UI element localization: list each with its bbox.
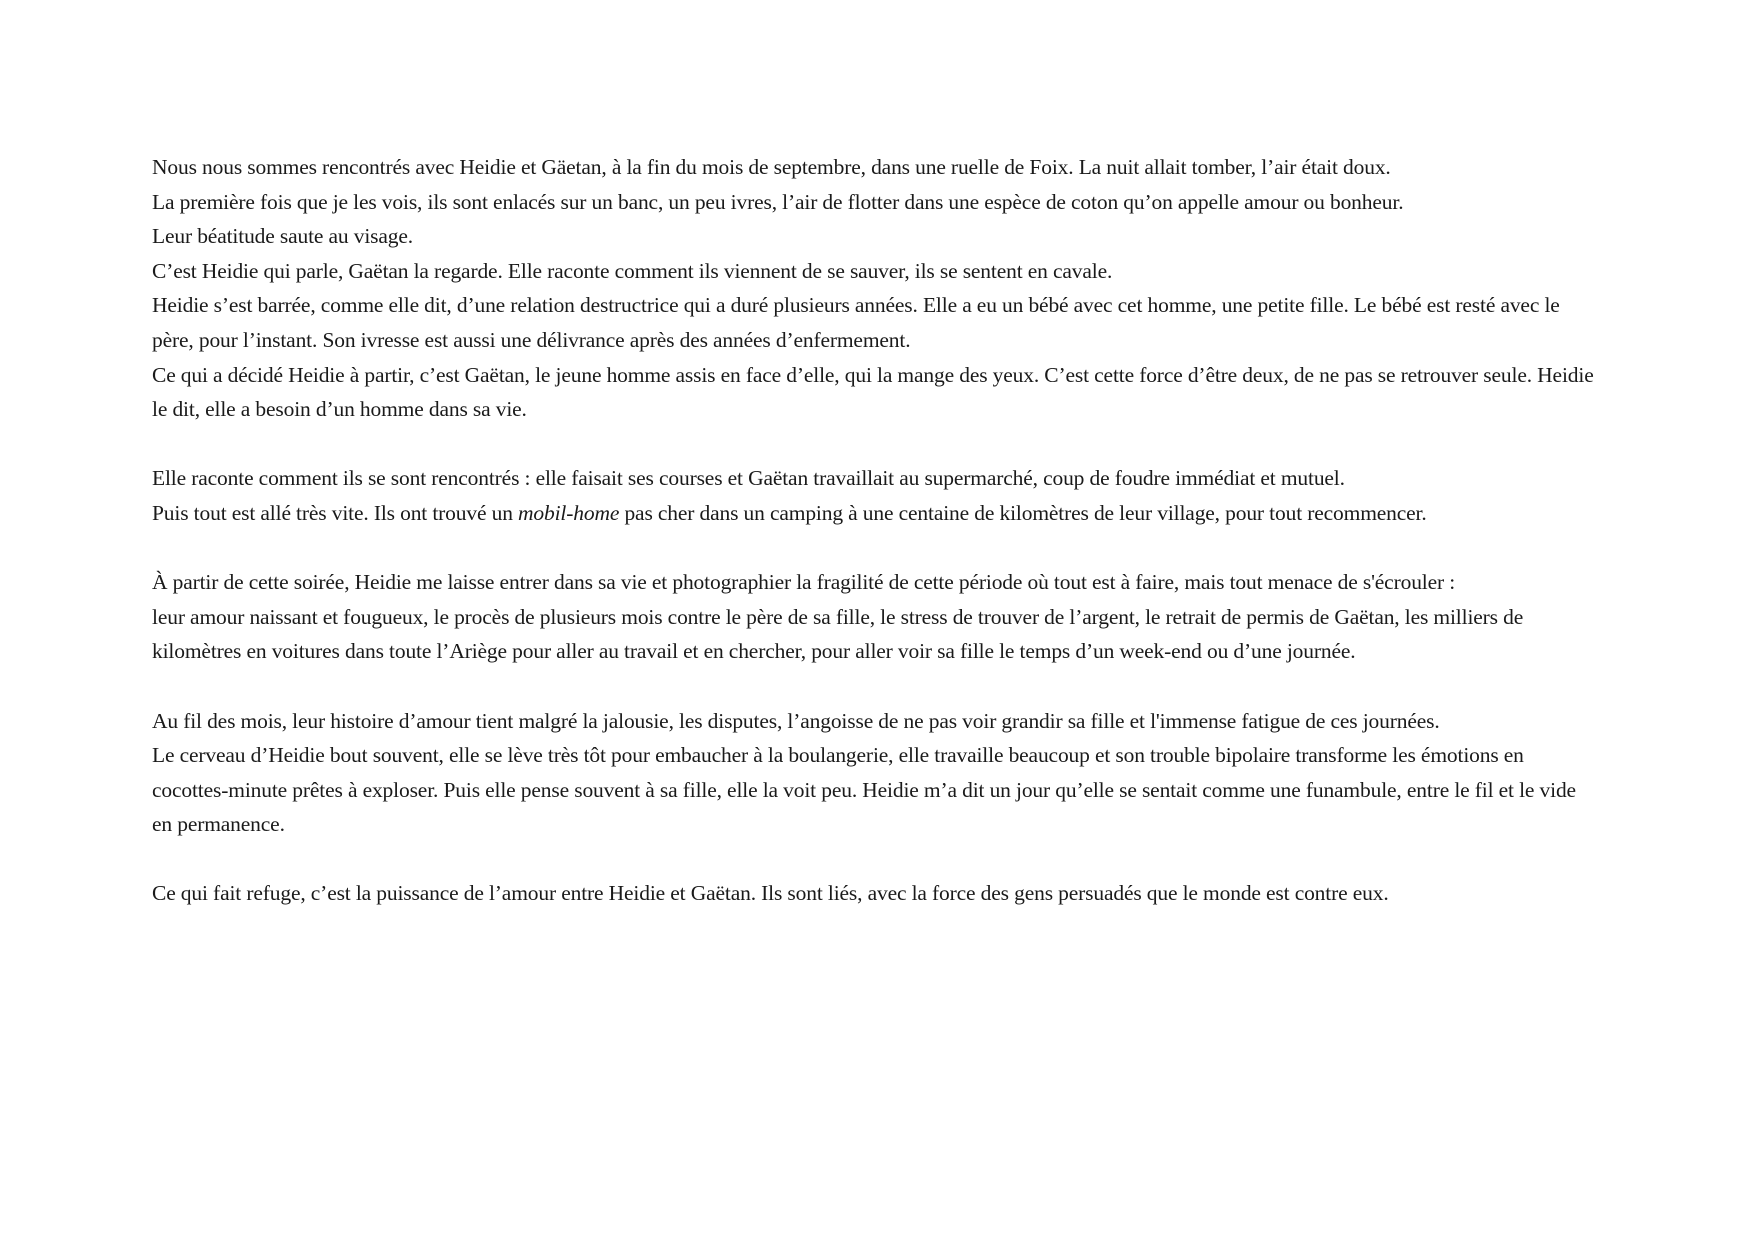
italic-term: mobil-home: [518, 500, 620, 525]
text-line-with-emphasis: [152, 496, 1622, 531]
text-line: Ce qui fait refuge, c’est la puissance de l’amour entre Heidie et Gaëtan. Ils sont liés, avec la force des gens persuadés que le monde est contre eux.: [152, 881, 1389, 906]
text-line: père, pour l’instant. Son ivresse est aussi une délivrance après des années d’enfermement.: [152, 327, 911, 352]
paragraph-spacer: [152, 427, 1622, 462]
text-line: Ce qui a décidé Heidie à partir, c’est Gaëtan, le jeune homme assis en face d’elle, qui la mange des yeux. C’est cette force d’être deux, de ne pas se retrouver seule. Heidie: [152, 362, 1594, 387]
text-line: C’est Heidie qui parle, Gaëtan la regarde. Elle raconte comment ils viennent de se sauver, ils se sentent en cavale.: [152, 258, 1113, 283]
text-line: en permanence.: [152, 812, 285, 837]
text-line: La première fois que je les vois, ils sont enlacés sur un banc, un peu ivres, l’air de flotter dans une espèce de coton qu’on appelle amour ou bonheur.: [152, 189, 1404, 214]
text-line: Nous nous sommes rencontrés avec Heidie et Gäetan, à la fin du mois de septembre, dans une ruelle de Foix. La nuit allait tomber, l’air était doux.: [152, 155, 1391, 179]
paragraph-spacer: [152, 669, 1622, 704]
text-line: Elle raconte comment ils se sont rencontrés : elle faisait ses courses et Gaëtan travaillait au supermarché, coup de foudre immédiat et mutuel.: [152, 466, 1345, 491]
text-line: Au fil des mois, leur histoire d’amour tient malgré la jalousie, les disputes, l’angoisse de ne pas voir grandir sa fille et l'immense fatigue de ces journées.: [152, 708, 1440, 733]
text-segment: pas cher dans un camping à une centaine de kilomètres de leur village, pour tout recommencer.: [619, 500, 1427, 525]
text-line: kilomètres en voitures dans toute l’Ariège pour aller au travail et en chercher, pour aller voir sa fille le temps d’un week-end ou d’une journée.: [152, 639, 1356, 664]
paragraph-4: [152, 704, 1622, 842]
text-segment: Puis tout est allé très vite. Ils ont trouvé un: [152, 500, 519, 525]
text-line: leur amour naissant et fougueux, le procès de plusieurs mois contre le père de sa fille, le stress de trouver de l’argent, le retrait de permis de Gaëtan, les milliers de: [152, 604, 1524, 629]
paragraph-2: [152, 461, 1622, 530]
document-body: [152, 150, 1622, 911]
text-line: À partir de cette soirée, Heidie me laisse entrer dans sa vie et photographier la fragilité de cette période où tout est à faire, mais tout menace de s'écrouler :: [152, 570, 1456, 595]
paragraph-1: [152, 150, 1622, 427]
text-line: cocottes-minute prêtes à exploser. Puis elle pense souvent à sa fille, elle la voit peu. Heidie m’a dit un jour qu’elle se sentait comme une funambule, entre le fil et le vide: [152, 777, 1576, 802]
paragraph-spacer: [152, 842, 1622, 877]
text-line: Le cerveau d’Heidie bout souvent, elle se lève très tôt pour embaucher à la boulangerie, elle travaille beaucoup et son trouble bipolaire transforme les émotions en: [152, 743, 1524, 768]
text-line: Heidie s’est barrée, comme elle dit, d’une relation destructrice qui a duré plusieurs années. Elle a eu un bébé avec cet homme, une petite fille. Le bébé est resté avec le: [152, 293, 1560, 318]
paragraph-5: [152, 876, 1622, 911]
text-line: le dit, elle a besoin d’un homme dans sa vie.: [152, 397, 527, 422]
paragraph-3: [152, 565, 1622, 669]
paragraph-spacer: [152, 531, 1622, 566]
text-line: Leur béatitude saute au visage.: [152, 224, 414, 249]
